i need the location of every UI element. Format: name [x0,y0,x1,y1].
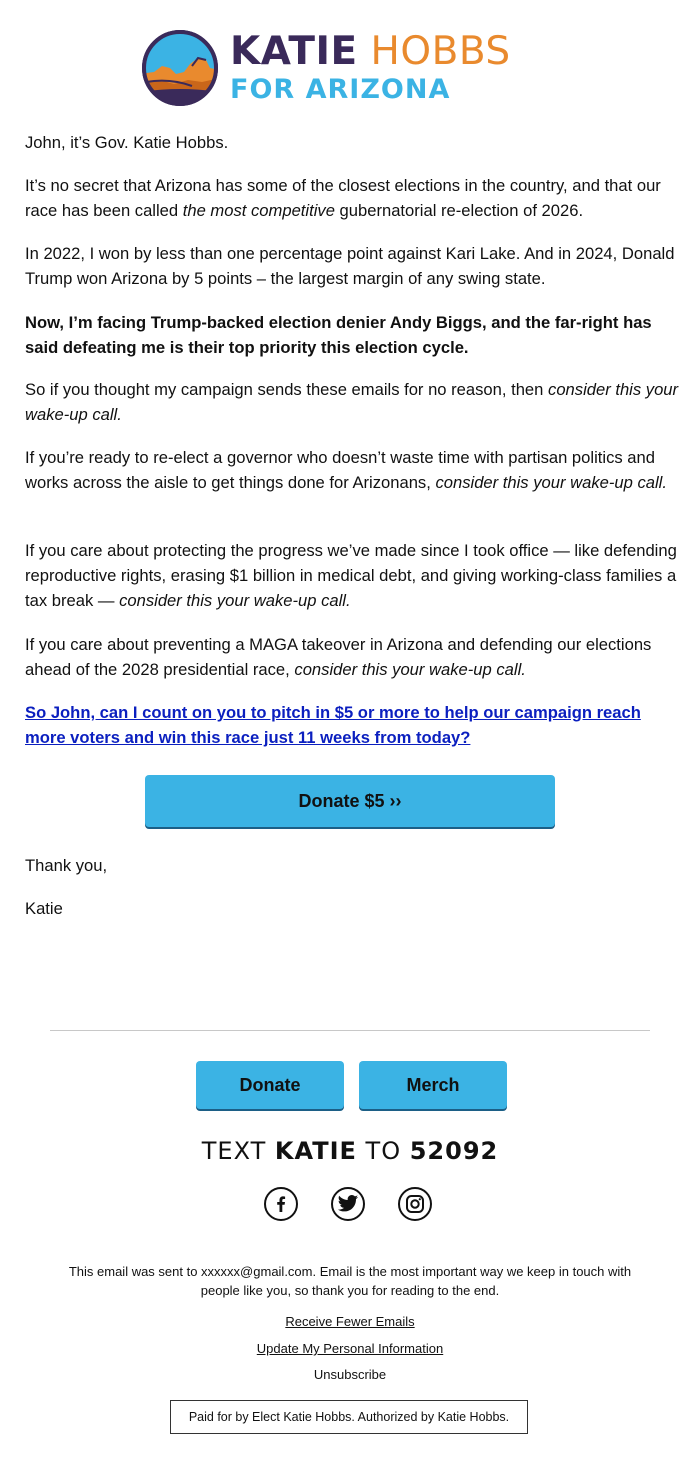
paragraph-5-text: If you’re ready to re-elect a governor who doesn’t waste time with partisan politics and works across the aisle to get things done for Arizonans, [25,448,655,492]
logo-tagline: FOR ARIZONA [230,74,451,105]
paragraph-4-text: So if you thought my campaign sends these emails for no reason, then [25,380,549,399]
text-to-join [0,1134,700,1168]
paragraph-6-emphasis: consider this your wake-up call. [119,591,351,610]
paragraph-3-bold: Now, I’m facing Trump-backed election denier Andy Biggs, and the far-right has said defeating me is their top priority this election cycle. [25,313,652,357]
campaign-logo [140,28,570,112]
signoff: Thank you, [25,856,108,875]
donate-cta-link[interactable]: So John, can I count on you to pitch in $5 or more to help our campaign reach more voters and win this race just 11 weeks from today? [25,703,641,747]
paragraph-6 [25,538,680,613]
paragraph-4 [25,377,680,427]
paragraph-1-emphasis: the most competitive [182,201,335,220]
receive-fewer-emails-link[interactable]: Receive Fewer Emails [285,1314,415,1329]
update-info-row [0,1339,700,1358]
paragraph-2: In 2022, I won by less than one percentage point against Kari Lake. And in 2024, Donald Trump won Arizona by 5 points – the largest margin of any swing state. [25,244,675,288]
cta-paragraph [25,700,680,750]
instagram-glyph-icon [405,1194,425,1214]
text-keyword: KATIE [274,1137,357,1165]
facebook-glyph-icon [271,1194,291,1214]
donate-5-button[interactable]: Donate $5 ›› [145,775,555,827]
email-notice: This email was sent to xxxxxx@gmail.com. Email is the most important way we keep in touch with people like you, so thank you for reading to the end. [68,1264,632,1298]
signature: Katie [25,899,63,918]
facebook-icon[interactable] [264,1187,298,1221]
merch-button[interactable]: Merch [359,1061,507,1109]
twitter-icon[interactable] [331,1187,365,1221]
arizona-landscape-logo-icon [140,28,220,108]
instagram-icon[interactable] [398,1187,432,1221]
greeting: John, it’s Gov. Katie Hobbs. [25,133,229,152]
footer-donate-button[interactable]: Donate [196,1061,344,1109]
paragraph-1-text-b: gubernatorial re-election of 2026. [334,201,584,220]
paragraph-7-emphasis: consider this your wake-up call. [294,660,526,679]
unsubscribe-link[interactable]: Unsubscribe [313,1367,387,1382]
paragraph-3 [25,310,680,360]
text-mid: TO [356,1137,410,1165]
paragraph-1-text-a: It’s no secret that Arizona has some of the closest elections in the country, and that our race has been called [25,176,661,220]
footer-divider [50,1030,650,1031]
logo-last-name: HOBBS [370,29,511,74]
update-personal-info-link[interactable]: Update My Personal Information [256,1341,444,1356]
paragraph-4-emphasis: consider this your wake-up call. [25,380,679,424]
paragraph-7-text: If you care about preventing a MAGA takeover in Arizona and defending our elections ahead of the 2028 presidential race, [25,635,652,679]
logo-first-name: KATIE [230,29,358,74]
paid-for-disclaimer: Paid for by Elect Katie Hobbs. Authorized by Katie Hobbs. [170,1400,528,1434]
fewer-emails-row [0,1312,700,1331]
text-prefix: TEXT [201,1137,275,1165]
paragraph-7 [25,632,680,682]
paragraph-1 [25,173,680,223]
paragraph-6-text: If you care about protecting the progress we’ve made since I took office — like defending reproductive rights, erasing $1 billion in medical debt, and giving working-class families a tax break — [25,541,677,610]
paragraph-5 [25,445,680,495]
paragraph-5-emphasis: consider this your wake-up call. [435,473,667,492]
text-number: 52092 [409,1137,499,1165]
twitter-glyph-icon [337,1194,359,1214]
logo-name [230,30,511,74]
